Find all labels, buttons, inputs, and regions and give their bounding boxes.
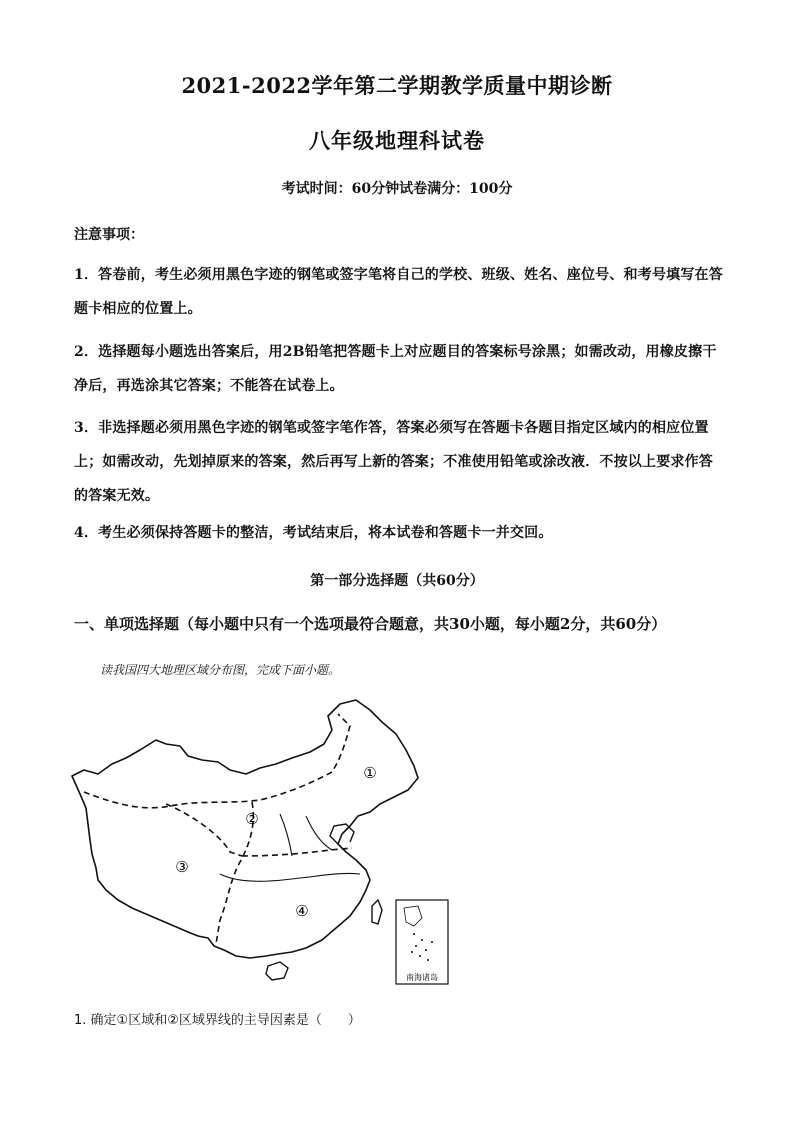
region-label-2: ②: [245, 810, 259, 828]
exam-subtitle: 八年级地理科试卷: [309, 128, 485, 153]
region-label-4: ④: [295, 902, 309, 920]
notice-item-1: 1．答卷前，考生必须用黑色字迹的钢笔或签字笔将自己的学校、班级、姓名、座位号、和考号填写在答题卡相应的位置上。: [74, 267, 723, 317]
question-1: 1. 确定①区域和②区域界线的主导因素是（ ）: [74, 1013, 361, 1028]
inset-label: 南海诸岛: [406, 973, 438, 982]
region-boundaries: [84, 714, 352, 944]
exam-info: 考试时间：60分钟试卷满分：100分: [281, 181, 513, 197]
exam-title: 2021-2022学年第二学期教学质量中期诊断: [181, 73, 613, 98]
inner-lines: [220, 814, 360, 881]
china-regions-map: [70, 694, 460, 994]
notice-item-2: 2．选择题每小题选出答案后，用2B铅笔把答题卡上对应题目的答案标号涂黑；如需改动，用橡皮擦干净后，再选涂其它答案；不能答在试卷上。: [74, 344, 717, 394]
notice-item-4: 4．考生必须保持答题卡的整洁，考试结束后，将本试卷和答题卡一并交回。: [74, 525, 553, 541]
china-outline: [72, 700, 418, 958]
section-title: 一、单项选择题（每小题中只有一个选项最符合题意，共30小题，每小题2分，共60分）: [74, 615, 667, 633]
region-label-1: ①: [363, 764, 377, 782]
south-china-sea-inset: [396, 900, 448, 984]
notice-heading: 注意事项：: [74, 227, 144, 243]
taiwan-island: [372, 900, 382, 924]
part-one-title: 第一部分选择题（共60分）: [310, 573, 484, 589]
region-labels: [175, 764, 376, 920]
notice-item-3: 3．非选择题必须用黑色字迹的钢笔或签字笔作答，答案必须写在答题卡各题目指定区域内的相应位置上；如需改动，先划掉原来的答案，然后再写上新的答案；不准使用铅笔或涂改液．不按以上要求作答的答案无效。: [74, 420, 713, 504]
map-intro: 读我国四大地理区域分布图，完成下面小题。: [100, 663, 341, 677]
region-label-3: ③: [175, 858, 189, 876]
hainan-island: [266, 962, 288, 980]
